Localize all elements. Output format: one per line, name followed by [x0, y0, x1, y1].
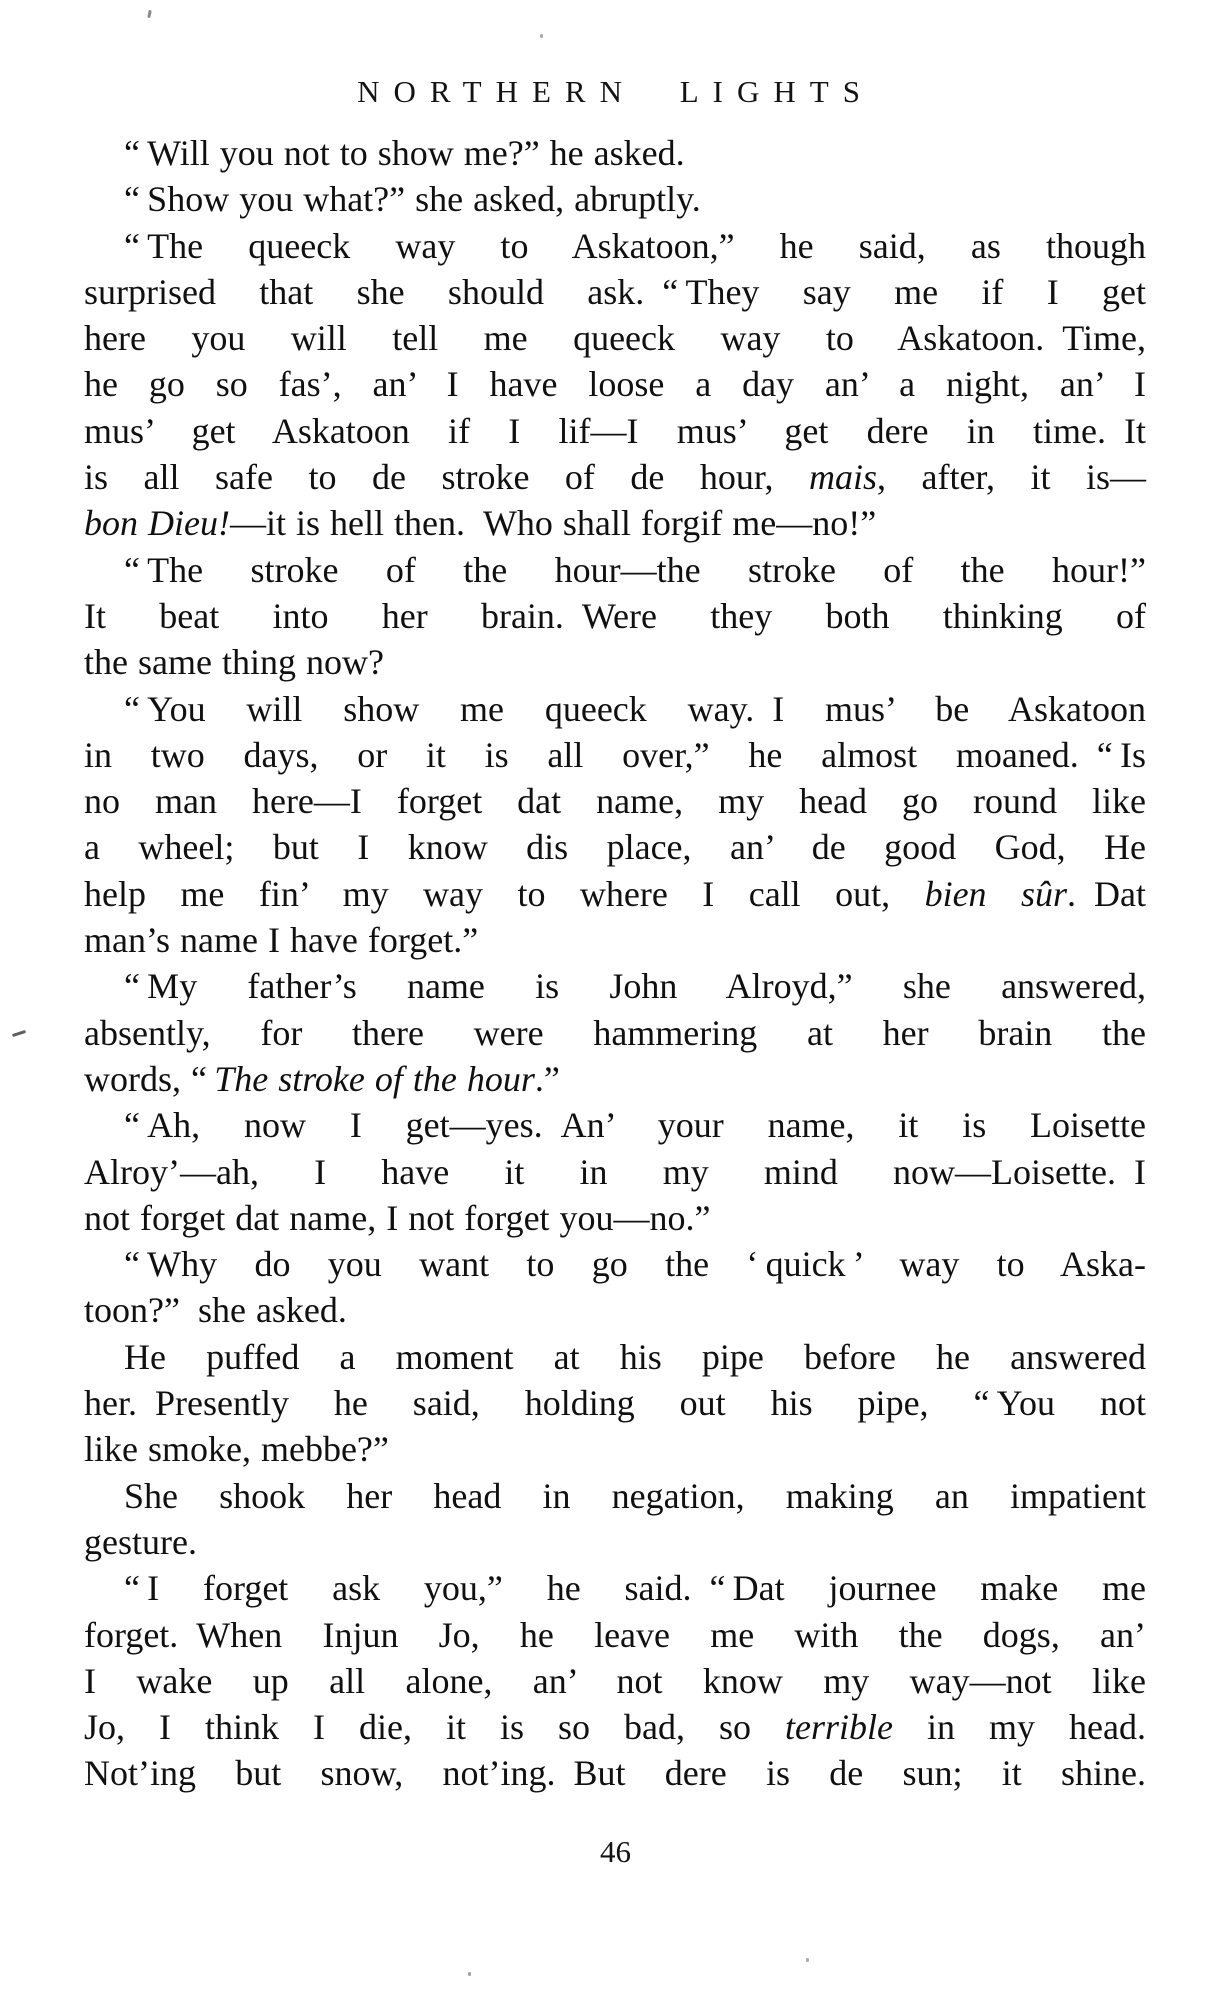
text-line [84, 1149, 1146, 1195]
text-run: I wake up all alone, an’ not know my way—not like [84, 1660, 1146, 1701]
text-line [84, 1658, 1146, 1704]
text-line [84, 824, 1146, 870]
text-line [84, 1426, 1146, 1472]
text-run: “ Will you not to show me?” he asked. [124, 133, 685, 173]
text-line [84, 1380, 1146, 1426]
text-line [84, 269, 1146, 315]
text-run-italic: The stroke of the hour [214, 1058, 535, 1099]
text-run: “ The stroke of the hour—the stroke of the hour!” [124, 549, 1146, 590]
text-run: “ Ah, now I get—yes. An’ your name, it is Loisette [124, 1105, 1146, 1146]
text-run: Alroy’—ah, I have it in my mind now—Loisette. I [84, 1151, 1146, 1192]
text-line [84, 917, 1146, 963]
text-run-italic: mais [808, 457, 877, 498]
text-line [84, 593, 1146, 639]
text-run: Jo, I think I die, it is so bad, so [84, 1707, 786, 1748]
text-line [84, 361, 1146, 407]
text-run: “ Show you what?” she asked, abruptly. [124, 179, 701, 220]
text-block [84, 130, 1146, 1797]
scan-artifact [806, 1958, 809, 1962]
text-line [84, 1241, 1146, 1287]
text-run: is all safe to de stroke of de hour, [84, 457, 809, 498]
text-run: , after, it is— [876, 457, 1147, 498]
text-run: no man here—I forget dat name, my head go round like [84, 781, 1146, 822]
text-line [84, 1612, 1146, 1658]
text-run-italic: terrible [785, 1707, 894, 1748]
text-run: “ My father’s name is John Alroyd,” she answered, [124, 966, 1146, 1007]
text-run: her. Presently he said, holding out his pipe, “ You not [84, 1383, 1146, 1424]
text-line [84, 223, 1146, 269]
text-run: “ You will show me queeck way. I mus’ be Askatoon [124, 688, 1146, 729]
text-run: gesture. [84, 1521, 197, 1562]
text-line [84, 871, 1146, 917]
text-line [84, 1565, 1146, 1611]
text-line [84, 1102, 1146, 1148]
text-run: surprised that she should ask. “ They say me if I get [84, 271, 1146, 312]
text-run-italic: bon Dieu! [84, 503, 230, 544]
text-run: forget. When Injun Jo, he leave me with the dogs, an’ [84, 1614, 1146, 1655]
text-run: “ The queeck way to Askatoon,” he said, as though [124, 225, 1146, 266]
text-line [84, 454, 1146, 500]
text-line [84, 500, 1146, 546]
text-line [84, 963, 1146, 1009]
scan-artifact [468, 1972, 471, 1976]
text-run-italic: bien sûr [924, 873, 1068, 914]
text-line [84, 1195, 1146, 1241]
text-run: here you will tell me queeck way to Askatoon. Time, [84, 318, 1146, 359]
text-run: . Dat [1067, 873, 1146, 914]
text-line [84, 408, 1146, 454]
text-run: She shook her head in negation, making an impatient [124, 1475, 1146, 1516]
text-run: absently, for there were hammering at her brain the [84, 1012, 1146, 1053]
text-run: mus’ get Askatoon if I lif—I mus’ get dere in time. It [84, 410, 1146, 451]
text-line [84, 1750, 1146, 1796]
text-run: —it is hell then. Who shall forgif me—no!” [229, 503, 877, 544]
scan-artifact [540, 34, 543, 38]
text-run: toon?” she asked. [84, 1290, 347, 1331]
text-run: in my head. [893, 1707, 1147, 1748]
text-run: the same thing now? [84, 642, 384, 683]
text-run: he go so fas’, an’ I have loose a day an’ a night, an’ I [84, 364, 1146, 405]
text-line [84, 1287, 1146, 1333]
scan-artifact [147, 10, 152, 18]
running-header: NORTHERN LIGHTS [357, 74, 874, 109]
text-run: Not’ing but snow, not’ing. But dere is de sun; it shine. [84, 1753, 1146, 1794]
text-run: not forget dat name, I not forget you—no.” [84, 1197, 711, 1238]
text-line [84, 1010, 1146, 1056]
text-run: in two days, or it is all over,” he almost moaned. “ Is [84, 734, 1146, 775]
text-line [84, 130, 1146, 176]
page-number: 46 [600, 1834, 631, 1869]
text-run: help me fin’ my way to where I call out, [84, 873, 925, 914]
text-line [84, 176, 1146, 222]
text-line [84, 639, 1146, 685]
text-run: a wheel; but I know dis place, an’ de good God, He [84, 827, 1146, 868]
scan-artifact [12, 1030, 26, 1037]
text-run: like smoke, mebbe?” [84, 1429, 389, 1470]
text-run: He puffed a moment at his pipe before he answered [124, 1336, 1146, 1377]
text-line [84, 686, 1146, 732]
text-line [84, 315, 1146, 361]
text-line [84, 1704, 1146, 1750]
text-line [84, 547, 1146, 593]
text-run: man’s name I have forget.” [84, 920, 479, 961]
text-run: “ Why do you want to go the ‘ quick ’ way to Aska- [124, 1244, 1146, 1285]
text-line [84, 732, 1146, 778]
text-line [84, 1473, 1146, 1519]
text-run: It beat into her brain. Were they both thinking of [84, 595, 1146, 636]
text-line [84, 1056, 1146, 1102]
text-run: .” [534, 1058, 560, 1099]
text-run: “ I forget ask you,” he said. “ Dat journee make me [124, 1568, 1146, 1609]
text-line [84, 1519, 1146, 1565]
text-line [84, 1334, 1146, 1380]
text-run: words, “ [84, 1058, 215, 1099]
text-line [84, 778, 1146, 824]
